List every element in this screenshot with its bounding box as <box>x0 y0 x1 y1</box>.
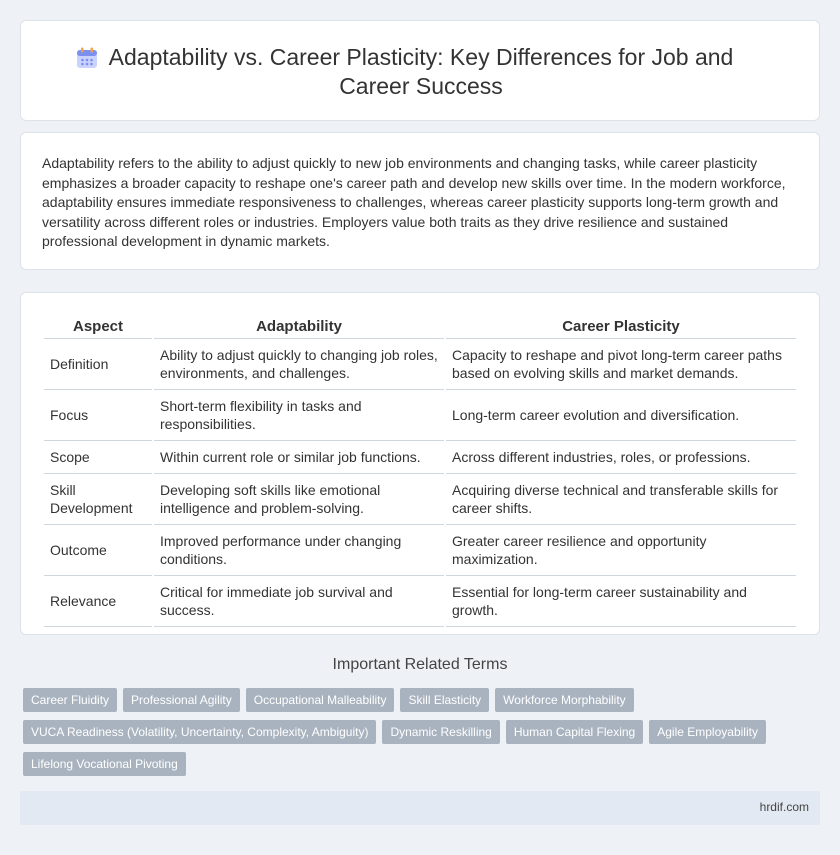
table-row <box>44 339 796 390</box>
aspect-cell: Scope <box>44 441 152 474</box>
term-tag[interactable]: Career Fluidity <box>23 688 117 712</box>
term-tag[interactable]: Occupational Malleability <box>246 688 395 712</box>
table-row <box>44 576 796 627</box>
career-plasticity-cell: Greater career resilience and opportunity maximization. <box>446 525 796 576</box>
column-header-aspect: Aspect <box>44 313 152 339</box>
comparison-card <box>20 292 820 635</box>
career-plasticity-cell: Essential for long-term career sustainability and growth. <box>446 576 796 627</box>
adaptability-cell: Within current role or similar job functions. <box>154 441 444 474</box>
aspect-cell: Outcome <box>44 525 152 576</box>
footer-site-link[interactable]: hrdif.com <box>759 800 809 814</box>
page-title: Adaptability vs. Career Plasticity: Key Differences for Job and Career Success <box>108 44 734 99</box>
adaptability-cell: Developing soft skills like emotional intelligence and problem-solving. <box>154 474 444 525</box>
career-plasticity-cell: Long-term career evolution and diversification. <box>446 390 796 441</box>
table-row <box>44 474 796 525</box>
table-row <box>44 525 796 576</box>
table-row <box>44 441 796 474</box>
table-row <box>44 390 796 441</box>
intro-card <box>20 132 820 270</box>
aspect-cell: Relevance <box>44 576 152 627</box>
aspect-cell: Focus <box>44 390 152 441</box>
career-plasticity-cell: Across different industries, roles, or professions. <box>446 441 796 474</box>
adaptability-cell: Ability to adjust quickly to changing job roles, environments, and challenges. <box>154 339 444 390</box>
career-plasticity-cell: Capacity to reshape and pivot long-term career paths based on evolving skills and market demands. <box>446 339 796 390</box>
career-plasticity-cell: Acquiring diverse technical and transferable skills for career shifts. <box>446 474 796 525</box>
adaptability-cell: Improved performance under changing conditions. <box>154 525 444 576</box>
term-tag[interactable]: Workforce Morphability <box>495 688 633 712</box>
term-tag[interactable]: Human Capital Flexing <box>506 720 643 744</box>
term-tag[interactable]: Dynamic Reskilling <box>382 720 499 744</box>
header-card <box>20 20 820 121</box>
related-terms-heading: Important Related Terms <box>332 656 508 673</box>
term-tag[interactable]: Skill Elasticity <box>400 688 489 712</box>
intro-paragraph: Adaptability refers to the ability to adjust quickly to new job environments and changing tasks, while career plasticity emphasizes a broader capacity to reshape one's career path and develop new skills over time. In the modern workforce, adaptability ensures immediate responsiveness to challenges, whereas career plasticity supports long-term growth and versatility across different roles or industries. Employers value both traits as they drive resilience and sustained professional development in dynamic markets. <box>42 155 786 249</box>
adaptability-cell: Short-term flexibility in tasks and responsibilities. <box>154 390 444 441</box>
term-tag[interactable]: Agile Employability <box>649 720 766 744</box>
column-header-career-plasticity: Career Plasticity <box>446 313 796 339</box>
comparison-table <box>42 313 798 627</box>
adaptability-cell: Critical for immediate job survival and success. <box>154 576 444 627</box>
term-tag[interactable]: VUCA Readiness (Volatility, Uncertainty, Complexity, Ambiguity) <box>23 720 376 744</box>
term-tag[interactable]: Lifelong Vocational Pivoting <box>23 752 186 776</box>
column-header-adaptability: Adaptability <box>154 313 444 339</box>
table-header-row <box>44 313 796 339</box>
term-tag[interactable]: Professional Agility <box>123 688 240 712</box>
related-terms-list <box>23 688 803 776</box>
footer-bar <box>20 791 820 825</box>
aspect-cell: Skill Development <box>44 474 152 525</box>
aspect-cell: Definition <box>44 339 152 390</box>
